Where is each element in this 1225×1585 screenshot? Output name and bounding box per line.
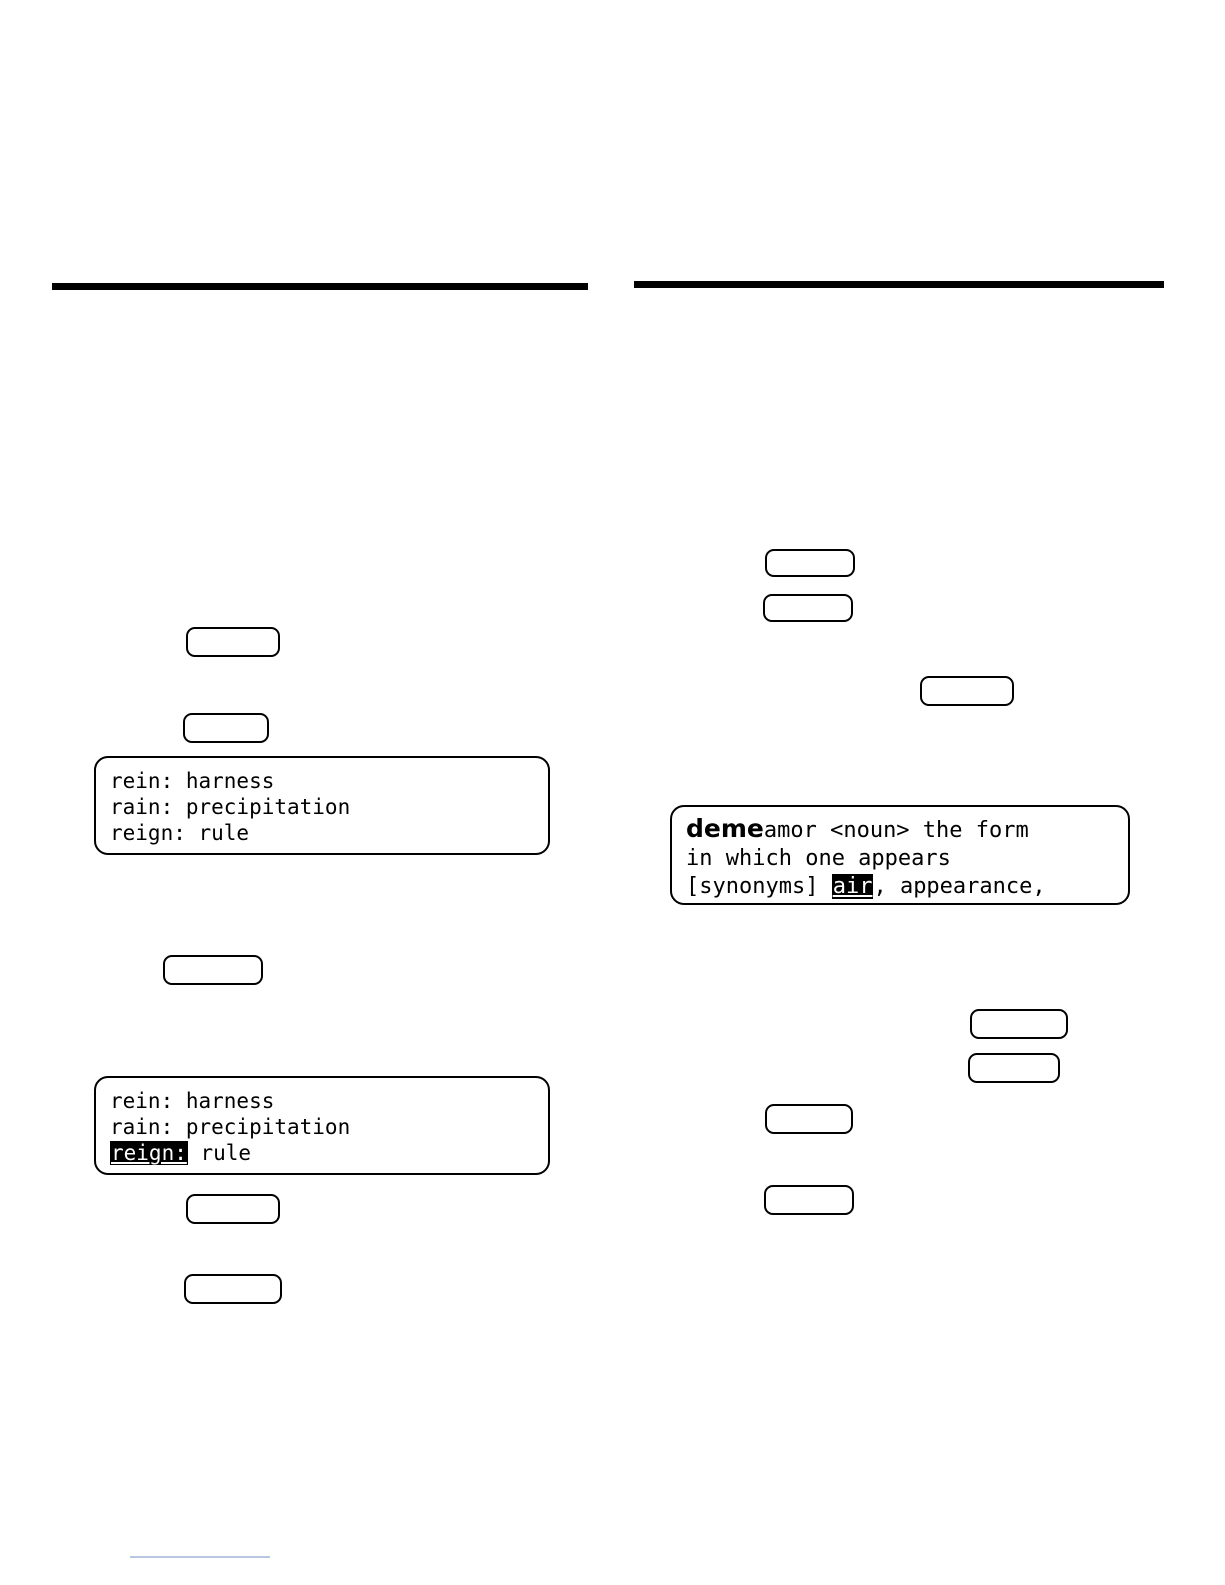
- key-left-2[interactable]: [183, 713, 269, 743]
- lcd-headword-rest: amor <noun> the form: [763, 818, 1029, 843]
- lcd-line-headword: [686, 815, 1114, 845]
- lcd-synonyms-tail: , appearance,: [873, 874, 1046, 899]
- lcd-line: rein: harness: [110, 1089, 275, 1113]
- lcd-line-selected: [110, 1140, 534, 1166]
- column-rule-right: [634, 281, 1164, 288]
- footer-link-rule: [130, 1556, 270, 1558]
- key-right-7[interactable]: [764, 1185, 854, 1215]
- lcd-word-list: [94, 756, 550, 855]
- lcd-line: rain: precipitation: [110, 1115, 351, 1139]
- lcd-line: rain: precipitation: [110, 795, 351, 819]
- lcd-synonyms-label: [synonyms]: [686, 874, 832, 899]
- key-left-3[interactable]: [163, 955, 263, 985]
- lcd-selection-highlight: air: [832, 874, 873, 899]
- column-rule-left: [52, 283, 588, 290]
- key-left-4[interactable]: [186, 1194, 280, 1224]
- lcd-word-list-selected: [94, 1076, 550, 1175]
- lcd-line-synonyms: [686, 873, 1114, 901]
- lcd-headword-bold: deme: [686, 814, 764, 843]
- key-left-5[interactable]: [184, 1274, 282, 1304]
- key-right-4[interactable]: [970, 1009, 1068, 1039]
- key-right-2[interactable]: [763, 594, 853, 622]
- lcd-line: reign: rule: [110, 821, 250, 845]
- lcd-selection-highlight: reign:: [111, 1141, 187, 1165]
- lcd-line: in which one appears: [686, 846, 951, 871]
- key-right-6[interactable]: [765, 1104, 853, 1134]
- lcd-line: rein: harness: [110, 769, 275, 793]
- key-right-1[interactable]: [765, 549, 855, 577]
- key-left-1[interactable]: [186, 627, 280, 657]
- lcd-definition: [670, 805, 1130, 905]
- key-right-3[interactable]: [920, 676, 1014, 706]
- lcd-line-tail: rule: [187, 1141, 252, 1165]
- key-right-5[interactable]: [968, 1053, 1060, 1083]
